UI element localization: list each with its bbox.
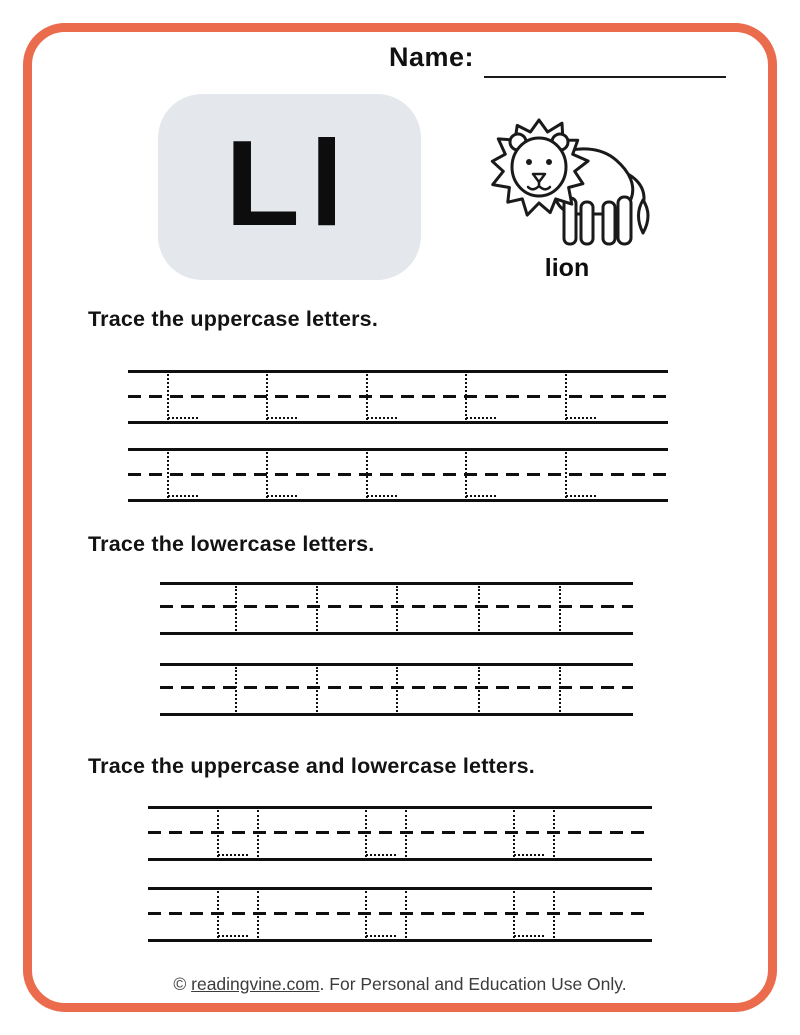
trace-row	[148, 887, 652, 942]
heading-mixed: Trace the uppercase and lowercase letters.	[88, 754, 535, 778]
dotted-letter-l-stem	[559, 586, 561, 631]
guide-bottom-line	[128, 499, 668, 502]
heading-lowercase: Trace the lowercase letters.	[88, 532, 375, 556]
dotted-letter-L-stem	[465, 452, 467, 498]
footer-prefix: ©	[173, 974, 192, 994]
dotted-letter-L-foot	[366, 854, 396, 856]
mascot-figure	[481, 96, 653, 283]
dotted-letter-L-foot	[367, 417, 397, 419]
dotted-letter-L-foot	[566, 417, 596, 419]
guide-top-line	[148, 806, 652, 809]
dotted-letter-L-foot	[466, 495, 496, 497]
dotted-letter-l-stem	[316, 586, 318, 631]
guide-top-line	[128, 448, 668, 451]
guide-bottom-line	[128, 421, 668, 424]
dotted-letter-L-foot	[514, 935, 544, 937]
trace-row	[128, 448, 668, 502]
dotted-letter-L-foot	[367, 495, 397, 497]
dotted-letter-L-stem	[167, 452, 169, 498]
dotted-letter-L-foot	[267, 417, 297, 419]
lowercase-trace-rows	[160, 582, 633, 716]
dotted-letter-L-foot	[218, 935, 248, 937]
mascot-caption: lion	[544, 254, 590, 282]
dotted-letter-L-foot	[218, 854, 248, 856]
guide-bottom-line	[148, 858, 652, 861]
mixed-trace-rows	[148, 806, 652, 942]
dotted-letter-L-foot	[566, 495, 596, 497]
dotted-letter-l-stem	[396, 586, 398, 631]
dotted-letter-L-stem	[266, 452, 268, 498]
letter-card	[158, 94, 421, 280]
guide-mid-line	[148, 831, 652, 834]
dotted-letter-L-stem	[565, 452, 567, 498]
dotted-letter-L-stem	[266, 374, 268, 420]
dotted-letter-L-stem	[217, 891, 219, 938]
dotted-letter-L-stem	[465, 374, 467, 420]
guide-top-line	[160, 582, 633, 585]
footer-link[interactable]: readingvine.com	[191, 974, 320, 994]
dotted-letter-l-stem	[559, 667, 561, 712]
dotted-letter-L-stem	[365, 891, 367, 938]
dotted-letter-L-foot	[267, 495, 297, 497]
dotted-letter-l-stem	[478, 667, 480, 712]
dotted-letter-L-stem	[365, 810, 367, 857]
dotted-letter-L-stem	[366, 374, 368, 420]
dotted-letter-L-stem	[513, 810, 515, 857]
lion-icon	[482, 96, 652, 248]
dotted-letter-l-stem	[553, 891, 555, 938]
letter-card-text: Ll	[225, 115, 354, 251]
dotted-letter-l-stem	[405, 891, 407, 938]
guide-top-line	[148, 887, 652, 890]
dotted-letter-l-stem	[478, 586, 480, 631]
footer-suffix: . For Personal and Education Use Only.	[319, 974, 627, 994]
dotted-letter-L-foot	[366, 935, 396, 937]
uppercase-trace-rows	[128, 370, 668, 502]
dotted-letter-l-stem	[316, 667, 318, 712]
dotted-letter-L-stem	[513, 891, 515, 938]
dotted-letter-l-stem	[235, 667, 237, 712]
dotted-letter-l-stem	[257, 810, 259, 857]
dotted-letter-l-stem	[405, 810, 407, 857]
name-write-line	[484, 76, 726, 78]
trace-row	[160, 582, 633, 635]
guide-mid-line	[128, 473, 668, 476]
guide-mid-line	[148, 912, 652, 915]
heading-uppercase: Trace the uppercase letters.	[88, 307, 379, 331]
dotted-letter-l-stem	[396, 667, 398, 712]
dotted-letter-L-foot	[466, 417, 496, 419]
dotted-letter-L-stem	[565, 374, 567, 420]
name-label: Name:	[389, 42, 475, 72]
trace-row	[148, 806, 652, 861]
guide-bottom-line	[160, 632, 633, 635]
trace-row	[128, 370, 668, 424]
dotted-letter-L-foot	[168, 417, 198, 419]
guide-bottom-line	[148, 939, 652, 942]
guide-top-line	[160, 663, 633, 666]
guide-top-line	[128, 370, 668, 373]
dotted-letter-L-stem	[366, 452, 368, 498]
footer-copyright	[0, 974, 800, 995]
dotted-letter-l-stem	[553, 810, 555, 857]
guide-mid-line	[128, 395, 668, 398]
dotted-letter-L-foot	[514, 854, 544, 856]
dotted-letter-L-stem	[167, 374, 169, 420]
dotted-letter-L-stem	[217, 810, 219, 857]
trace-row	[160, 663, 633, 716]
dotted-letter-l-stem	[257, 891, 259, 938]
dotted-letter-l-stem	[235, 586, 237, 631]
dotted-letter-L-foot	[168, 495, 198, 497]
guide-bottom-line	[160, 713, 633, 716]
